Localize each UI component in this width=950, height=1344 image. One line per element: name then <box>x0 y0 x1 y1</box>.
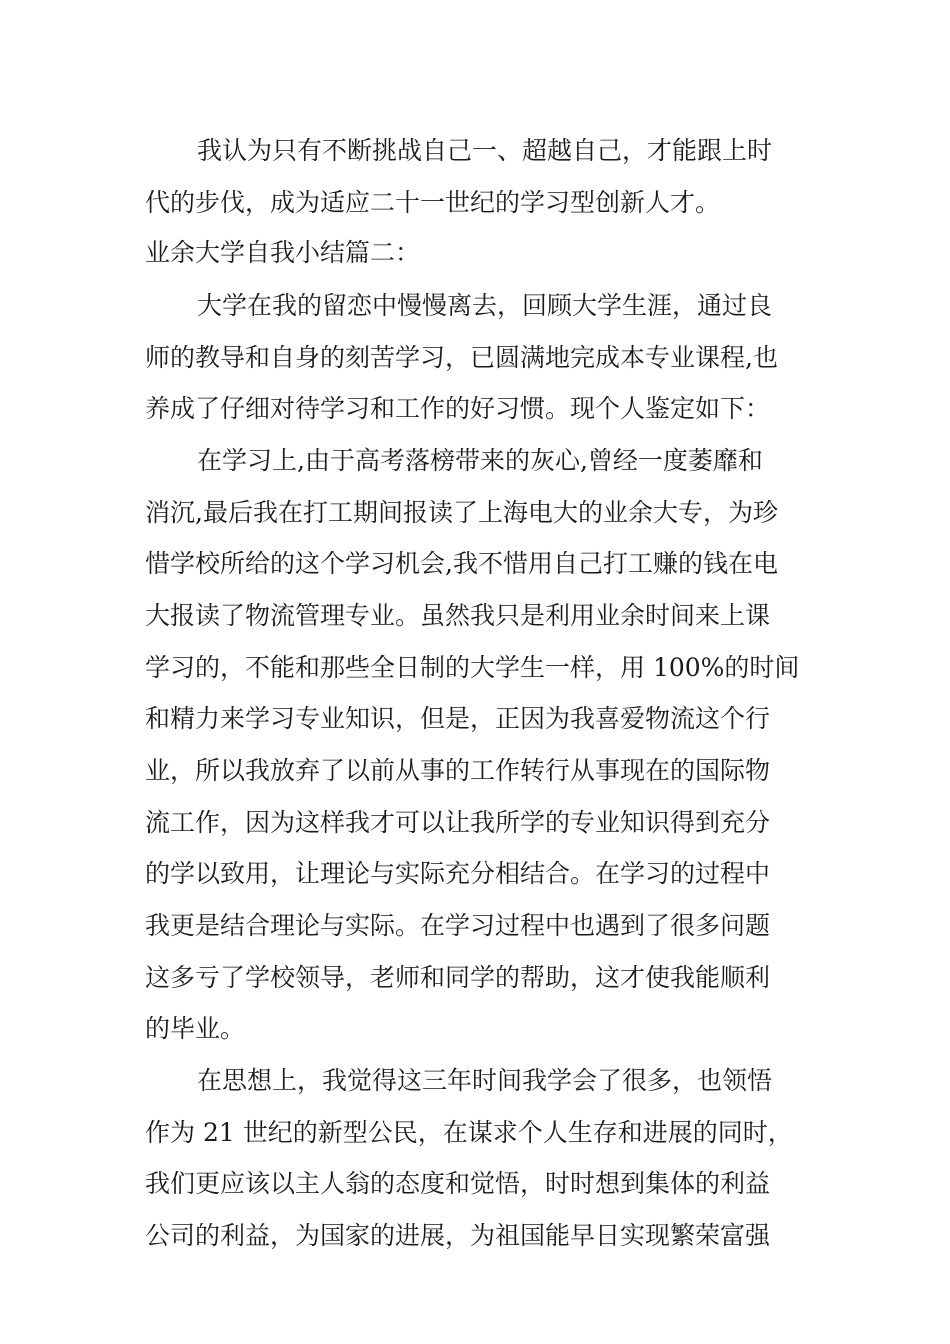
text-line: 作为 21 世纪的新型公民，在谋求个人生存和进展的同时， <box>145 1118 793 1147</box>
text-line: 在学习上,由于高考落榜带来的灰心,曾经一度萎靡和 <box>197 446 763 475</box>
text-line: 这多亏了学校领导，老师和同学的帮助，这才使我能顺利 <box>145 963 771 992</box>
text-line: 我更是结合理论与实际。在学习过程中也遇到了很多问题 <box>145 911 771 940</box>
text-line: 消沉,最后我在打工期间报读了上海电大的业余大专，为珍 <box>145 498 778 527</box>
text-line: 养成了仔细对待学习和工作的好习惯。现个人鉴定如下： <box>145 394 771 423</box>
text-line: 我认为只有不断挑战自己一、超越自己，才能跟上时 <box>197 136 773 165</box>
text-line: 大学在我的留恋中慢慢离去，回顾大学生涯，通过良 <box>197 291 773 320</box>
text-line: 在思想上，我觉得这三年时间我学会了很多，也领悟 <box>197 1066 773 1095</box>
text-line: 业，所以我放弃了以前从事的工作转行从事现在的国际物 <box>145 756 771 785</box>
text-line: 我们更应该以主人翁的态度和觉悟，时时想到集体的利益 <box>145 1169 771 1198</box>
text-line: 的毕业。 <box>145 1014 246 1043</box>
text-line: 惜学校所给的这个学习机会,我不惜用自己打工赚的钱在电 <box>145 549 778 578</box>
text-line: 学习的，不能和那些全日制的大学生一样，用 100%的时间 <box>145 653 800 682</box>
text-line: 代的步伐，成为适应二十一世纪的学习型创新人才。 <box>145 188 721 217</box>
text-line: 和精力来学习专业知识，但是，正因为我喜爱物流这个行 <box>145 704 771 733</box>
section-heading: 业余大学自我小结篇二： <box>145 238 421 267</box>
text-line: 流工作，因为这样我才可以让我所学的专业知识得到充分 <box>145 808 771 837</box>
text-line: 的学以致用，让理论与实际充分相结合。在学习的过程中 <box>145 859 771 888</box>
text-line: 公司的利益，为国家的进展，为祖国能早日实现繁荣富强 <box>145 1221 771 1250</box>
text-line: 师的教导和自身的刻苦学习，已圆满地完成本专业课程,也 <box>145 343 778 372</box>
text-line: 大报读了物流管理专业。虽然我只是利用业余时间来上课 <box>145 601 771 630</box>
